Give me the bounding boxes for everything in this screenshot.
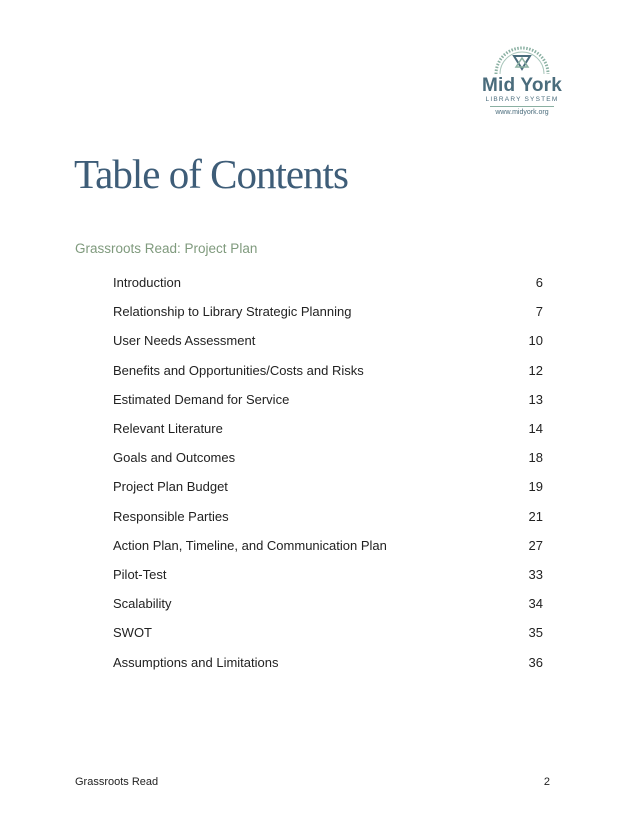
toc-entry-goals-outcomes[interactable] xyxy=(113,443,543,472)
toc-entry-responsible-parties[interactable] xyxy=(113,502,543,531)
toc-entry-page: 35 xyxy=(528,625,543,641)
toc-entry-label: Project Plan Budget xyxy=(113,479,228,495)
logo-subtitle: LIBRARY SYSTEM xyxy=(485,96,559,103)
toc-entry-label: Pilot-Test xyxy=(113,566,167,582)
toc-entry-introduction[interactable] xyxy=(113,268,543,297)
toc-entry-page: 6 xyxy=(535,275,543,291)
toc-entry-label: SWOT xyxy=(113,625,152,641)
toc-entry-label: Relationship to Library Strategic Planning xyxy=(113,304,352,320)
toc-entry-page: 10 xyxy=(528,333,543,349)
toc-entry-page: 36 xyxy=(528,654,543,670)
toc-entry-label: User Needs Assessment xyxy=(113,333,256,349)
toc-entry-label: Scalability xyxy=(113,596,172,612)
mid-york-logo xyxy=(476,36,568,120)
toc-entry-pilot-test[interactable] xyxy=(113,560,543,589)
toc-entry-page: 19 xyxy=(528,479,543,495)
logo-name: Mid York xyxy=(481,75,563,96)
toc-entry-user-needs[interactable] xyxy=(113,326,543,355)
toc-entry-label: Estimated Demand for Service xyxy=(113,391,290,407)
toc-entry-label: Benefits and Opportunities/Costs and Risks xyxy=(113,362,364,378)
toc-entry-page: 13 xyxy=(528,391,543,407)
toc-entry-page: 18 xyxy=(528,450,543,466)
toc-list xyxy=(113,268,543,677)
toc-entry-strategic-planning[interactable] xyxy=(113,297,543,326)
toc-entry-label: Introduction xyxy=(113,275,181,291)
toc-entry-swot[interactable] xyxy=(113,618,543,647)
toc-entry-page: 21 xyxy=(528,508,543,524)
section-heading: Grassroots Read: Project Plan xyxy=(75,241,258,256)
toc-entry-label: Goals and Outcomes xyxy=(113,450,236,466)
toc-entry-page: 34 xyxy=(528,596,543,612)
toc-entry-relevant-literature[interactable] xyxy=(113,414,543,443)
toc-entry-page: 33 xyxy=(528,566,543,582)
toc-entry-label: Assumptions and Limitations xyxy=(113,654,279,670)
toc-entry-scalability[interactable] xyxy=(113,589,543,618)
toc-entry-benefits-risks[interactable] xyxy=(113,356,543,385)
footer-page-number: 2 xyxy=(543,776,550,788)
toc-entry-label: Responsible Parties xyxy=(113,508,229,524)
toc-entry-action-plan[interactable] xyxy=(113,531,543,560)
toc-entry-page: 27 xyxy=(528,537,543,553)
page-title: Table of Contents xyxy=(74,151,348,197)
toc-entry-page: 14 xyxy=(528,421,543,437)
toc-entry-page: 7 xyxy=(535,304,543,320)
toc-entry-assumptions-limitations[interactable] xyxy=(113,647,543,676)
footer-document-title: Grassroots Read xyxy=(75,776,159,788)
toc-entry-page: 12 xyxy=(528,362,543,378)
toc-entry-project-budget[interactable] xyxy=(113,472,543,501)
toc-entry-estimated-demand[interactable] xyxy=(113,385,543,414)
toc-entry-label: Action Plan, Timeline, and Communication Plan xyxy=(113,537,387,553)
logo-url: www.midyork.org xyxy=(495,109,549,116)
toc-entry-label: Relevant Literature xyxy=(113,421,223,437)
logo-divider xyxy=(490,106,554,107)
